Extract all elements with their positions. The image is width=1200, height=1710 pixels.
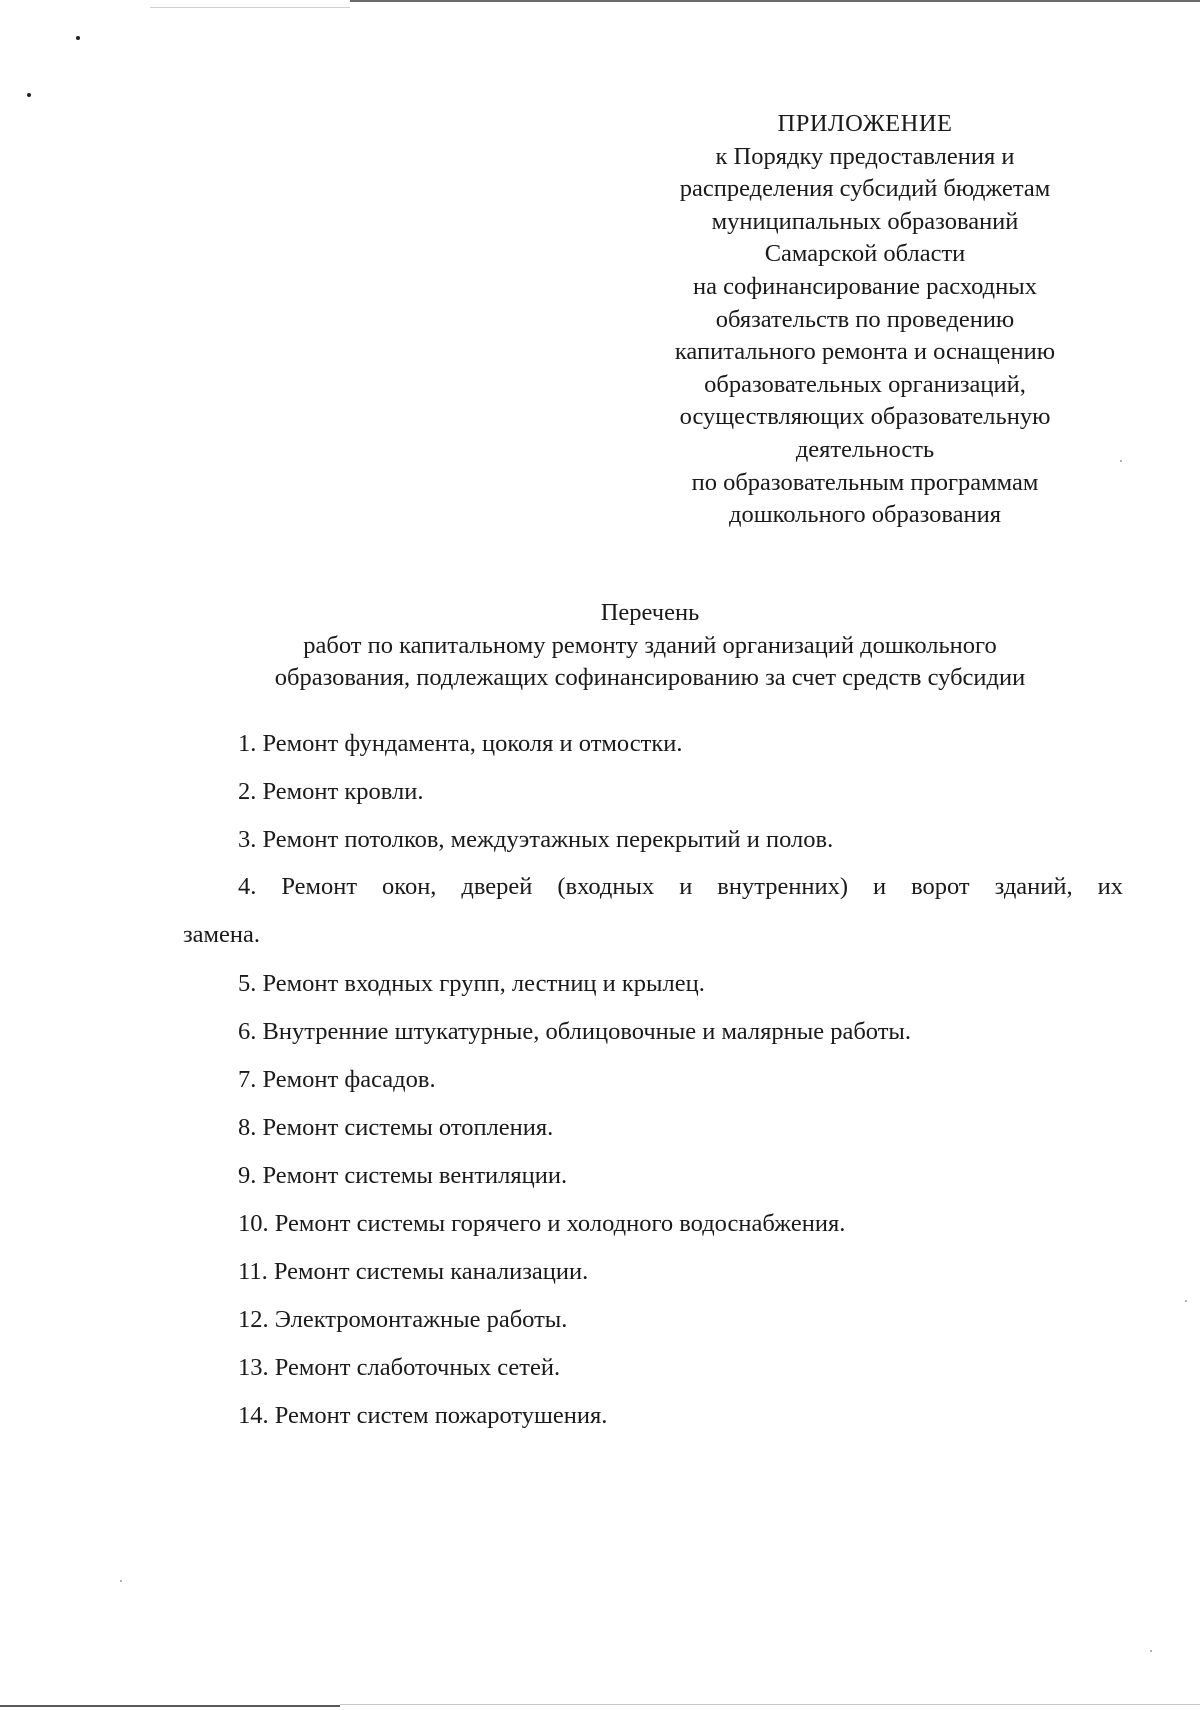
appendix-line: Самарской области — [764, 240, 966, 268]
appendix-heading: ПРИЛОЖЕНИЕ — [777, 110, 953, 137]
list-item: 3. Ремонт потолков, междуэтажных перекрытий и полов. — [238, 826, 834, 853]
list-item: 8. Ремонт системы отопления. — [238, 1114, 554, 1141]
appendix-line: по образовательным программам — [691, 468, 1039, 496]
list-item: 9. Ремонт системы вентиляции. — [238, 1162, 568, 1189]
list-item-word: дверей — [461, 873, 533, 900]
list-item-word: внутренних) — [717, 873, 849, 900]
scan-speck — [1120, 460, 1122, 462]
list-title-line: работ по капитальному ремонту зданий организаций дошкольного — [303, 631, 997, 659]
list-item-word: и — [679, 873, 693, 900]
list-item: 10. Ремонт системы горячего и холодного водоснабжения. — [238, 1210, 846, 1237]
appendix-line: дошкольного образования — [729, 501, 1001, 529]
scan-speck — [120, 1580, 122, 1582]
appendix-line: деятельность — [795, 435, 935, 463]
scan-edge-bottom — [0, 1705, 340, 1707]
list-item: 12. Электромонтажные работы. — [238, 1306, 568, 1333]
list-title-line: образования, подлежащих софинансированию за счет средств субсидии — [274, 664, 1026, 691]
list-item-word: их — [1097, 873, 1123, 900]
appendix-line: к Порядку предоставления и — [715, 142, 1015, 170]
list-item: 13. Ремонт слаботочных сетей. — [238, 1354, 561, 1381]
list-item-wrapped — [183, 871, 1123, 951]
appendix-line: осуществляющих образовательную — [679, 403, 1051, 431]
list-item: 5. Ремонт входных групп, лестниц и крылец. — [238, 970, 705, 997]
appendix-line: капитального ремонта и оснащению — [674, 338, 1056, 366]
list-item: 6. Внутренние штукатурные, облицовочные и малярные работы. — [238, 1018, 912, 1045]
list-item-word: ворот — [911, 873, 970, 900]
list-item-word: Ремонт — [281, 873, 358, 900]
list-item-word: (входных — [557, 873, 655, 900]
list-item-word: и — [873, 873, 887, 900]
scan-speck — [1185, 1300, 1187, 1302]
scan-edge-top — [350, 0, 1200, 2]
appendix-line: на софинансирование расходных — [693, 272, 1037, 300]
appendix-block — [620, 108, 1110, 532]
scan-edge-bottom-faint — [340, 1704, 1200, 1705]
list-item-word: окон, — [382, 873, 437, 900]
scan-edge-top-faint — [150, 7, 350, 8]
list-item-line1 — [183, 871, 1123, 903]
list-item: 14. Ремонт систем пожаротушения. — [238, 1402, 608, 1429]
scan-speck — [27, 93, 31, 97]
list-item: 2. Ремонт кровли. — [238, 778, 424, 805]
list-item: 7. Ремонт фасадов. — [238, 1066, 436, 1093]
scan-speck — [76, 36, 80, 40]
list-title-heading: Перечень — [600, 599, 700, 626]
scan-speck — [1150, 1650, 1152, 1652]
appendix-line: муниципальных образований — [711, 207, 1019, 235]
list-item-word: зданий, — [994, 873, 1073, 900]
appendix-line: обязательств по проведению — [715, 305, 1015, 333]
list-title-block — [180, 597, 1120, 695]
appendix-line: образовательных организаций, — [704, 370, 1026, 398]
list-item-word: 4. — [238, 873, 257, 900]
appendix-line: распределения субсидий бюджетам — [679, 175, 1051, 203]
list-item: 1. Ремонт фундамента, цоколя и отмостки. — [238, 730, 683, 757]
list-item-continuation: замена. — [183, 921, 261, 948]
list-item: 11. Ремонт системы канализации. — [238, 1258, 589, 1285]
